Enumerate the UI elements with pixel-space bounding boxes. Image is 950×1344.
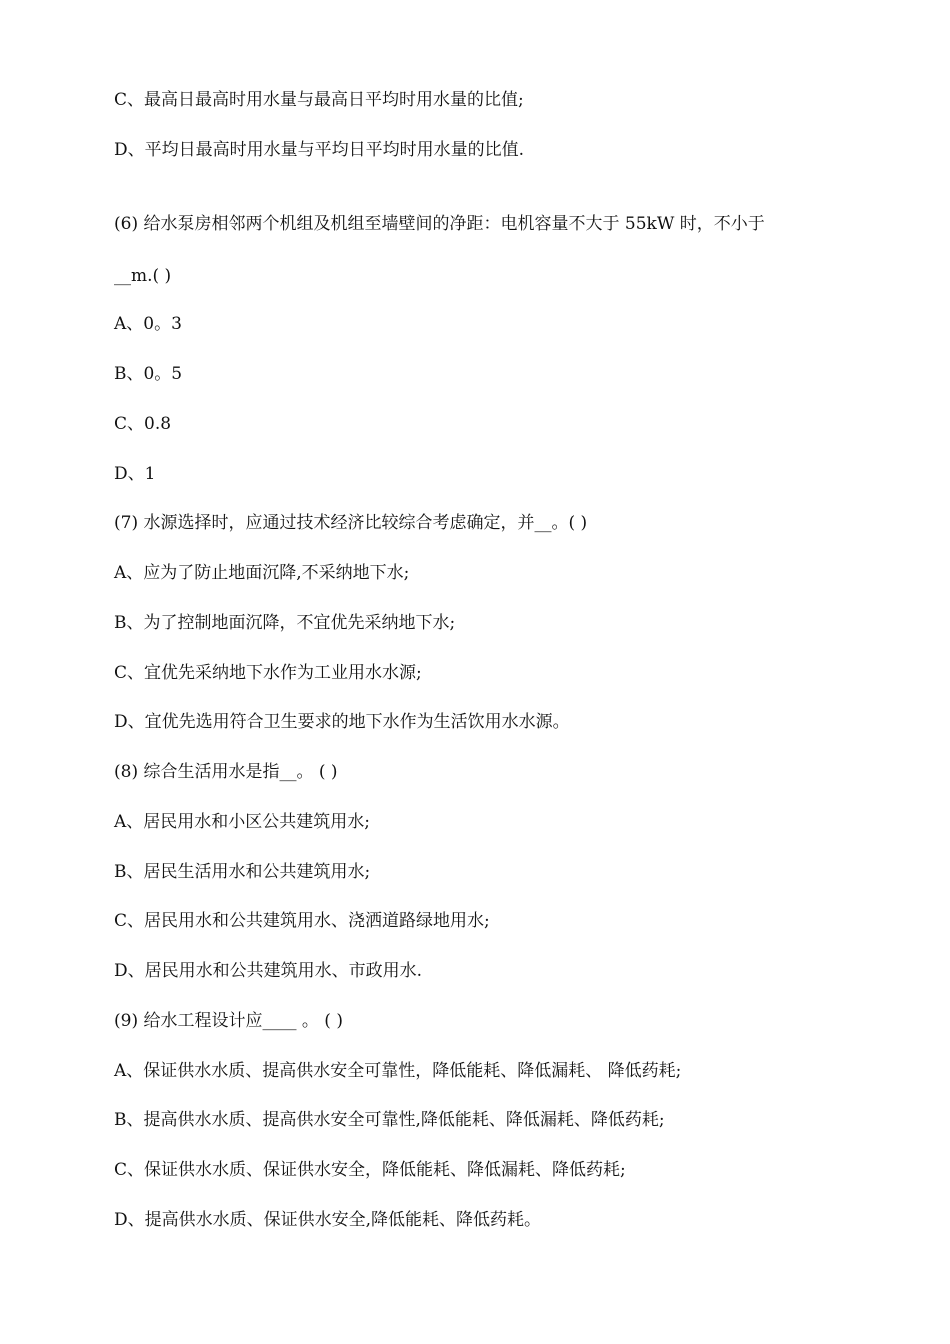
option-6a: A、0。3 (114, 314, 182, 334)
option-6c: C、0.8 (114, 414, 172, 434)
question-9: (9) 给水工程设计应____ 。 ( ) (114, 1011, 343, 1031)
option-6d: D、1 (114, 464, 156, 484)
option-8d: D、居民用水和公共建筑用水、市政用水. (114, 961, 423, 981)
option-8b: B、居民生活用水和公共建筑用水; (114, 862, 371, 882)
option-5d: D、平均日最高时用水量与平均日平均时用水量的比值. (114, 140, 525, 160)
option-8c: C、居民用水和公共建筑用水、浇洒道路绿地用水; (114, 911, 490, 931)
option-6b: B、0。5 (114, 364, 183, 384)
question-8: (8) 综合生活用水是指__。 ( ) (114, 762, 338, 782)
option-9a: A、保证供水水质、提高供水安全可靠性，降低能耗、降低漏耗、 降低药耗; (114, 1061, 682, 1081)
option-9b: B、提高供水水质、提高供水安全可靠性,降低能耗、降低漏耗、降低药耗; (114, 1110, 665, 1130)
option-7d: D、宜优先选用符合卫生要求的地下水作为生活饮用水水源。 (114, 712, 570, 732)
option-8a: A、居民用水和小区公共建筑用水; (114, 812, 371, 832)
option-9c: C、保证供水水质、保证供水安全，降低能耗、降低漏耗、降低药耗; (114, 1160, 626, 1180)
option-7a: A、应为了防止地面沉降,不采纳地下水; (114, 563, 410, 583)
option-5c: C、最高日最高时用水量与最高日平均时用水量的比值; (114, 90, 524, 110)
option-7c: C、宜优先采纳地下水作为工业用水水源; (114, 663, 422, 683)
question-6-continuation: __m.( ) (114, 266, 172, 286)
question-7: (7) 水源选择时，应通过技术经济比较综合考虑确定，并__。( ) (114, 513, 588, 533)
option-9d: D、提高供水水质、保证供水安全,降低能耗、降低药耗。 (114, 1210, 542, 1230)
question-6: (6) 给水泵房相邻两个机组及机组至墙壁间的净距：电机容量不大于 55kW 时，不小于 (114, 214, 765, 234)
option-7b: B、为了控制地面沉降，不宜优先采纳地下水; (114, 613, 456, 633)
